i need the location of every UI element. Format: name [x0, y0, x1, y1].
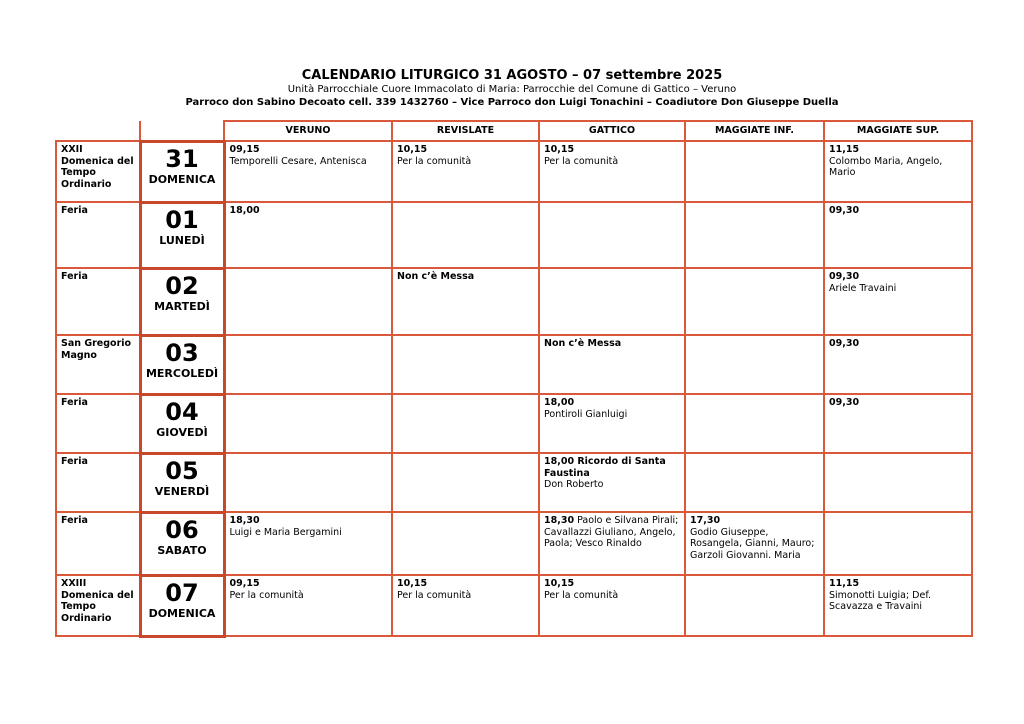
mass-cell-gattico	[539, 268, 685, 335]
day-name: MARTEDÌ	[154, 299, 210, 313]
mass-cell-veruno	[224, 268, 392, 335]
calendar-row	[56, 202, 972, 268]
clergy-line: Parroco don Sabino Decoato cell. 339 1432760 – Vice Parroco don Luigi Tonachini – Coadiutore Don Giuseppe Duella	[185, 97, 839, 108]
mass-cell-maggiate-inf	[685, 268, 824, 335]
calendar-row	[56, 512, 972, 575]
mass-cell-maggiate-inf	[685, 202, 824, 268]
mass-cell-revislate	[392, 394, 539, 453]
mass-time: 09,30	[829, 338, 860, 349]
day-cell	[140, 512, 224, 575]
page-subtitle: Unità Parrocchiale Cuore Immacolato di Maria: Parrocchie del Comune di Gattico – Veruno	[287, 84, 737, 95]
liturgical-calendar-table	[55, 120, 973, 638]
mass-time: Non c’è Messa	[544, 338, 622, 349]
mass-cell-gattico	[539, 575, 685, 636]
mass-cell-maggiate-sup	[824, 268, 972, 335]
mass-cell-gattico	[539, 335, 685, 394]
day-cell	[140, 335, 224, 394]
column-header-gattico: GATTICO	[539, 121, 685, 141]
mass-cell-revislate	[392, 335, 539, 394]
mass-cell-gattico	[539, 453, 685, 512]
day-number: 03	[165, 338, 199, 367]
mass-cell-veruno	[224, 335, 392, 394]
mass-intention: Paolo e Silvana Pirali; Cavallazzi Giuliano, Angelo, Paola; Vesco Rinaldo	[544, 515, 679, 549]
calendar-row	[56, 141, 972, 202]
mass-cell-veruno	[224, 202, 392, 268]
day-number: 04	[165, 397, 199, 426]
header-empty-feast	[56, 121, 140, 141]
mass-intention: Per la comunità	[544, 155, 619, 167]
feast-name: XXIII Domenica del Tempo Ordinario	[56, 575, 140, 636]
column-header-revislate: REVISLATE	[392, 121, 539, 141]
calendar-row	[56, 268, 972, 335]
day-cell	[140, 268, 224, 335]
mass-intention: Per la comunità	[397, 155, 472, 167]
mass-time: 10,15	[397, 578, 428, 589]
day-cell	[140, 394, 224, 453]
mass-cell-maggiate-inf	[685, 453, 824, 512]
mass-intention: Simonotti Luigia; Def. Scavazza e Travaini	[829, 589, 932, 612]
mass-intention: Temporelli Cesare, Antenisca	[229, 155, 367, 167]
column-header-row	[56, 121, 972, 141]
mass-intention: Colombo Maria, Angelo, Mario	[829, 155, 943, 178]
feast-name: XXII Domenica del Tempo Ordinario	[56, 141, 140, 202]
mass-cell-maggiate-inf	[685, 575, 824, 636]
column-header-maggiate-sup: MAGGIATE SUP.	[824, 121, 972, 141]
mass-cell-veruno	[224, 575, 392, 636]
mass-cell-maggiate-sup	[824, 575, 972, 636]
mass-intention: Per la comunità	[229, 589, 304, 601]
mass-time: 11,15	[829, 578, 860, 589]
column-header-maggiate-inf: MAGGIATE INF.	[685, 121, 824, 141]
feast-name: Feria	[56, 202, 140, 268]
mass-time: 09,30	[829, 205, 860, 216]
mass-cell-maggiate-sup	[824, 453, 972, 512]
mass-intention: Luigi e Maria Bergamini	[229, 526, 342, 538]
header-empty-day	[140, 121, 224, 141]
day-number: 06	[165, 515, 199, 544]
mass-cell-gattico	[539, 202, 685, 268]
calendar-row	[56, 335, 972, 394]
feast-name: Feria	[56, 268, 140, 335]
day-name: DOMENICA	[148, 172, 216, 186]
calendar-row	[56, 394, 972, 453]
calendar-row	[56, 453, 972, 512]
mass-cell-gattico	[539, 141, 685, 202]
day-cell	[140, 453, 224, 512]
day-name: VENERDÌ	[154, 484, 210, 498]
mass-cell-maggiate-inf	[685, 512, 824, 575]
mass-time: 11,15	[829, 144, 860, 155]
mass-intention: Godio Giuseppe, Rosangela, Gianni, Mauro; Garzoli Giovanni. Maria	[690, 526, 815, 561]
feast-name: Feria	[56, 453, 140, 512]
mass-cell-maggiate-sup	[824, 141, 972, 202]
mass-time: 09,30	[829, 397, 860, 408]
mass-cell-maggiate-sup	[824, 512, 972, 575]
day-number: 01	[165, 205, 199, 234]
calendar-row	[56, 575, 972, 636]
day-cell	[140, 575, 224, 636]
feast-name: San Gregorio Magno	[56, 335, 140, 394]
mass-time: 10,15	[544, 578, 575, 589]
day-number: 07	[165, 578, 199, 607]
mass-time: 09,15	[229, 578, 260, 589]
mass-time: 18,00	[544, 397, 575, 408]
mass-time: 18,30	[229, 515, 260, 526]
mass-cell-gattico	[539, 512, 685, 575]
mass-cell-gattico	[539, 394, 685, 453]
mass-time: 09,15	[229, 144, 260, 155]
mass-time: 09,30	[829, 271, 860, 282]
mass-intention: Per la comunità	[544, 589, 619, 601]
mass-intention: Ariele Travaini	[829, 282, 897, 294]
day-cell	[140, 202, 224, 268]
day-name: SABATO	[157, 543, 207, 557]
column-header-veruno: VERUNO	[224, 121, 392, 141]
document-header	[0, 68, 1024, 109]
day-number: 05	[165, 456, 199, 485]
mass-intention: Pontiroli Gianluigi	[544, 408, 628, 420]
day-number: 02	[165, 271, 199, 300]
day-name: GIOVEDÌ	[156, 425, 208, 439]
mass-cell-veruno	[224, 141, 392, 202]
mass-time: 18,00 Ricordo di Santa Faustina	[544, 456, 666, 479]
mass-time: 10,15	[544, 144, 575, 155]
mass-cell-veruno	[224, 394, 392, 453]
page-title: CALENDARIO LITURGICO 31 AGOSTO – 07 settembre 2025	[301, 68, 723, 83]
day-number: 31	[165, 144, 199, 173]
mass-cell-revislate	[392, 575, 539, 636]
mass-cell-maggiate-sup	[824, 202, 972, 268]
feast-name: Feria	[56, 512, 140, 575]
mass-cell-maggiate-sup	[824, 335, 972, 394]
mass-cell-maggiate-inf	[685, 394, 824, 453]
mass-cell-revislate	[392, 268, 539, 335]
day-name: DOMENICA	[148, 606, 216, 620]
mass-time: 18,00	[229, 205, 260, 216]
mass-time: 10,15	[397, 144, 428, 155]
day-name: MERCOLEDÌ	[145, 366, 219, 380]
mass-cell-maggiate-inf	[685, 335, 824, 394]
day-name: LUNEDÌ	[159, 233, 205, 247]
mass-cell-veruno	[224, 512, 392, 575]
mass-cell-revislate	[392, 512, 539, 575]
mass-cell-revislate	[392, 453, 539, 512]
mass-cell-maggiate-inf	[685, 141, 824, 202]
mass-intention: Per la comunità	[397, 589, 472, 601]
mass-cell-veruno	[224, 453, 392, 512]
feast-name: Feria	[56, 394, 140, 453]
day-cell	[140, 141, 224, 202]
mass-time: Non c’è Messa	[397, 271, 475, 282]
mass-cell-maggiate-sup	[824, 394, 972, 453]
mass-time: 18,30	[544, 515, 575, 526]
mass-time: 17,30	[690, 515, 721, 526]
mass-intention: Don Roberto	[544, 479, 604, 490]
mass-cell-revislate	[392, 202, 539, 268]
mass-cell-revislate	[392, 141, 539, 202]
